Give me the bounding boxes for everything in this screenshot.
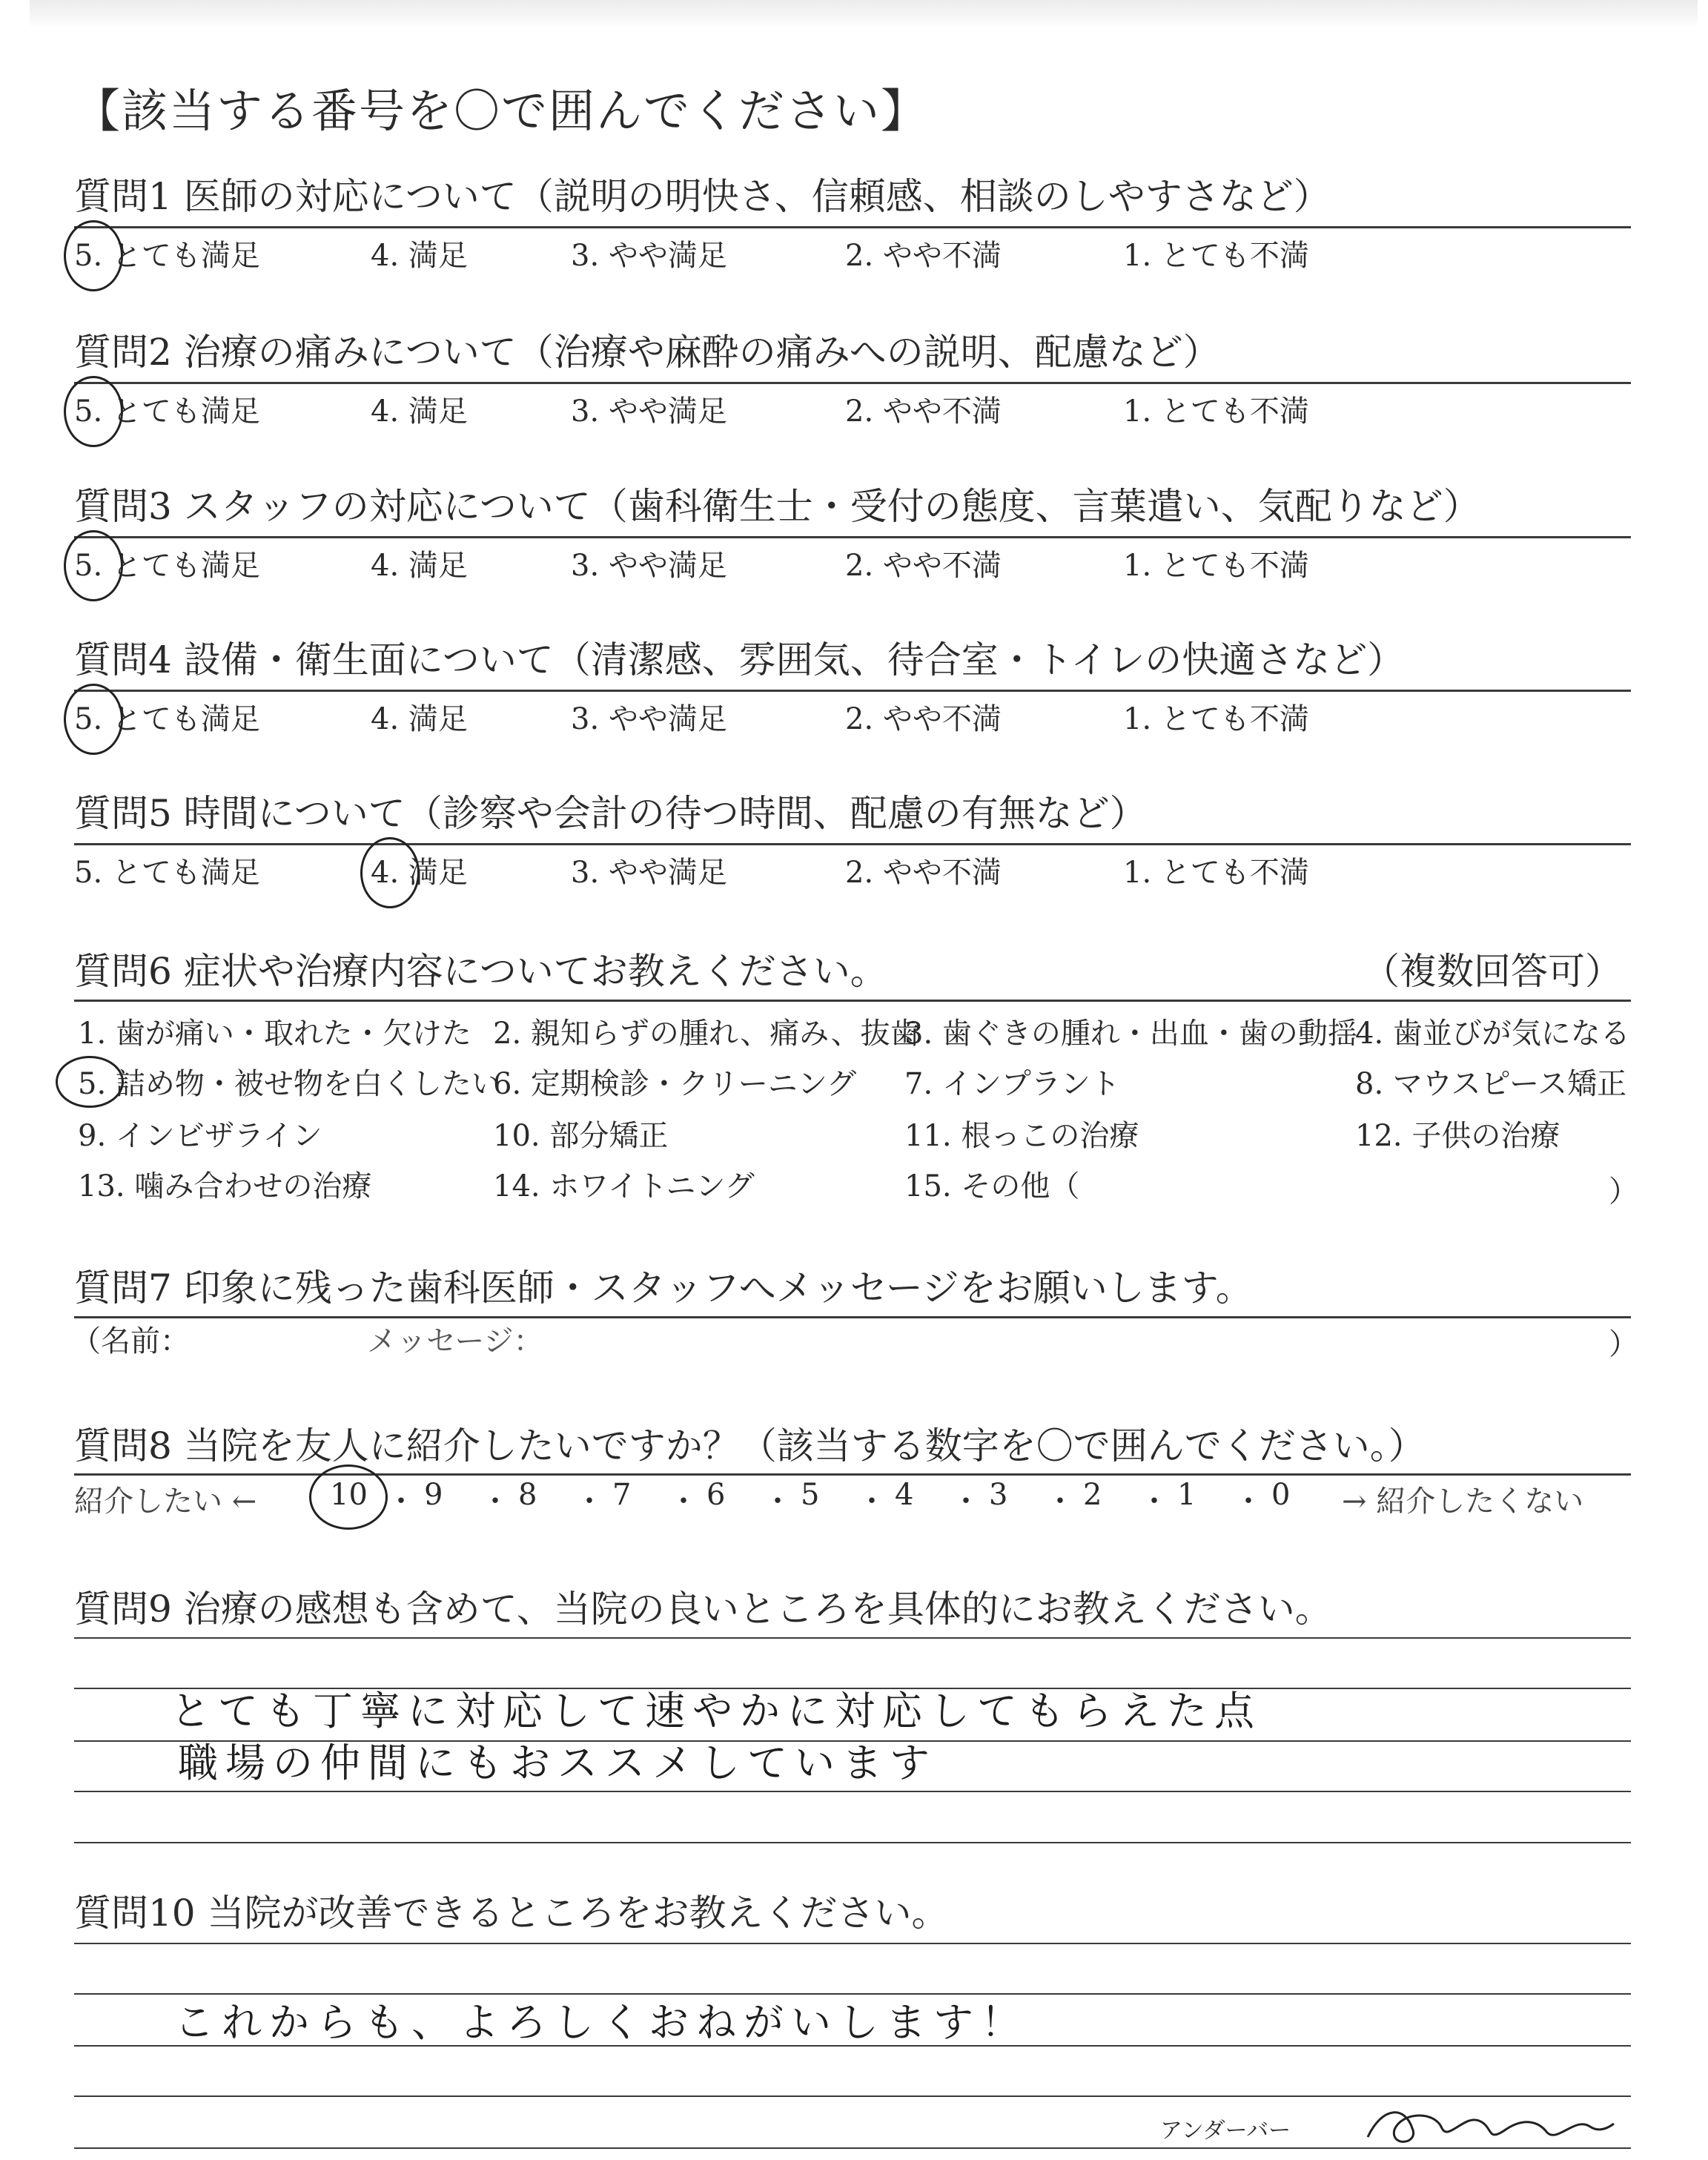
q6-option[interactable]: 2. 親知らずの腫れ、痛み、抜歯	[493, 1017, 920, 1051]
q8-number[interactable]: 0	[1271, 1478, 1291, 1512]
q6-option[interactable]: 1. 歯が痛い・取れた・欠けた	[78, 1017, 471, 1051]
q8-label: 質問8 当院を友人に紹介したいですか？（該当する数字を〇で囲んでください。）	[74, 1424, 1426, 1467]
q5-selection-circle	[360, 837, 420, 908]
q8-number[interactable]: 4	[895, 1478, 914, 1512]
q3-option[interactable]: 4. 満足	[371, 549, 468, 583]
q6-option[interactable]: 14. ホワイトニング	[493, 1169, 755, 1203]
q8-left-label: 紹介したい ←	[74, 1484, 257, 1519]
q10-label: 質問10 当院が改善できるところをお教えください。	[74, 1892, 949, 1935]
q2-option[interactable]: 2. やや不満	[845, 394, 1002, 429]
q8-separator: ・	[1045, 1484, 1075, 1519]
q6-other-close: ）	[1609, 1175, 1638, 1209]
q10-rule-1	[74, 1943, 1631, 1944]
q6-option[interactable]: 7. インプラント	[904, 1067, 1120, 1101]
q8-right-label: → 紹介したくない	[1342, 1484, 1584, 1519]
q6-option[interactable]: 9. インビザライン	[78, 1119, 322, 1153]
q7-name-label: （名前：	[71, 1324, 190, 1358]
q8-separator: ・	[951, 1484, 981, 1519]
q6-option[interactable]: 6. 定期検診・クリーニング	[493, 1067, 857, 1101]
q8-separator: ・	[1234, 1484, 1263, 1519]
q3-option[interactable]: 1. とても不満	[1123, 549, 1309, 583]
q8-number[interactable]: 9	[424, 1478, 443, 1512]
q2-option[interactable]: 4. 満足	[371, 394, 468, 429]
q8-rule	[74, 1473, 1631, 1476]
q5-option[interactable]: 3. やや満足	[571, 856, 727, 890]
q8-separator: ・	[386, 1484, 416, 1519]
q8-separator: ・	[1139, 1484, 1169, 1519]
q1-option[interactable]: 1. とても不満	[1123, 239, 1309, 273]
q1-rule	[74, 226, 1631, 228]
q7-label: 質問7 印象に残った歯科医師・スタッフへメッセージをお願いします。	[74, 1266, 1253, 1309]
q3-option[interactable]: 2. やや不満	[845, 549, 1002, 583]
q6-label: 質問6 症状や治療内容についてお教えください。	[74, 950, 887, 993]
q3-selection-circle	[64, 530, 123, 601]
signature-text: アンダーバー	[1160, 2118, 1291, 2144]
q6-option[interactable]: 12. 子供の治療	[1355, 1119, 1560, 1153]
q7-rule	[74, 1316, 1631, 1318]
q8-separator: ・	[575, 1484, 604, 1519]
q8-separator: ・	[669, 1484, 698, 1519]
q1-option[interactable]: 4. 満足	[371, 239, 468, 273]
q10-answer-line-1: これからも、よろしくおねがいします！	[174, 1999, 1028, 2046]
q8-number[interactable]: 6	[706, 1478, 726, 1512]
q9-rule-1	[74, 1637, 1631, 1639]
q2-option[interactable]: 1. とても不満	[1123, 394, 1309, 429]
q6-option[interactable]: 11. 根っこの治療	[904, 1119, 1139, 1153]
q6-selection-circle	[56, 1056, 124, 1108]
q2-option[interactable]: 5. とても満足	[74, 394, 260, 429]
q6-rule	[74, 1000, 1631, 1002]
q5-label: 質問5 時間について（診察や会計の待つ時間、配慮の有無など）	[74, 792, 1147, 835]
q10-rule-4	[74, 2095, 1631, 2097]
q3-rule	[74, 536, 1631, 538]
q1-selection-circle	[64, 220, 123, 291]
q6-option[interactable]: 4. 歯並びが気になる	[1355, 1017, 1630, 1051]
q1-option[interactable]: 2. やや不満	[845, 239, 1002, 273]
q9-label: 質問9 治療の感想も含めて、当院の良いところを具体的にお教えください。	[74, 1588, 1332, 1631]
q6-option[interactable]: 13. 噛み合わせの治療	[78, 1169, 372, 1203]
q2-rule	[74, 382, 1631, 384]
q4-option[interactable]: 2. やや不満	[845, 702, 1002, 736]
q2-selection-circle	[64, 376, 123, 447]
q8-separator: ・	[763, 1484, 792, 1519]
q1-option[interactable]: 3. やや満足	[571, 239, 727, 273]
q6-option[interactable]: 15. その他（	[904, 1169, 1080, 1203]
q3-option[interactable]: 5. とても満足	[74, 549, 260, 583]
q8-number[interactable]: 7	[612, 1478, 632, 1512]
q6-option[interactable]: 10. 部分矯正	[493, 1119, 669, 1153]
scan-top-edge	[30, 0, 1698, 28]
q9-answer-line-1: とても丁寧に対応して速やかに対応してもらえた点	[171, 1688, 1262, 1734]
q5-option[interactable]: 4. 満足	[371, 856, 468, 890]
q6-note: （複数回答可）	[1363, 950, 1622, 993]
q8-separator: ・	[480, 1484, 510, 1519]
q1-label: 質問1 医師の対応について（説明の明快さ、信頼感、相談のしやすさなど）	[74, 175, 1331, 218]
q5-option[interactable]: 2. やや不満	[845, 856, 1002, 890]
q3-option[interactable]: 3. やや満足	[571, 549, 727, 583]
q1-option[interactable]: 5. とても満足	[74, 239, 260, 273]
q4-rule	[74, 690, 1631, 692]
q8-number[interactable]: 5	[801, 1478, 820, 1512]
q8-separator: ・	[857, 1484, 887, 1519]
q2-option[interactable]: 3. やや満足	[571, 394, 727, 429]
q8-number[interactable]: 10	[330, 1478, 368, 1512]
q8-number[interactable]: 3	[989, 1478, 1008, 1512]
q4-option[interactable]: 5. とても満足	[74, 702, 260, 736]
q3-label: 質問3 スタッフの対応について（歯科衛生士・受付の態度、言葉遣い、気配りなど）	[74, 485, 1480, 528]
q7-message-label: メッセージ：	[367, 1324, 543, 1358]
q6-option[interactable]: 3. 歯ぐきの腫れ・出血・歯の動揺	[904, 1017, 1357, 1051]
page-title: 【該当する番号を〇で囲んでください】	[74, 84, 929, 138]
q4-option[interactable]: 4. 満足	[371, 702, 468, 736]
q6-option[interactable]: 8. マウスピース矯正	[1355, 1067, 1627, 1101]
q8-number[interactable]: 2	[1083, 1478, 1102, 1512]
q5-rule	[74, 843, 1631, 845]
q7-close: ）	[1609, 1327, 1638, 1361]
q9-rule-4	[74, 1791, 1631, 1792]
q8-number[interactable]: 1	[1177, 1478, 1196, 1512]
q5-option[interactable]: 1. とても不満	[1123, 856, 1309, 890]
q6-option[interactable]: 5. 詰め物・被せ物を白くしたい	[78, 1067, 501, 1101]
q8-selection-circle	[309, 1464, 388, 1530]
q5-option[interactable]: 5. とても満足	[74, 856, 260, 890]
q4-selection-circle	[64, 684, 123, 755]
q2-label: 質問2 治療の痛みについて（治療や麻酔の痛みへの説明、配慮など）	[74, 331, 1220, 374]
q4-option[interactable]: 3. やや満足	[571, 702, 727, 736]
q9-answer-line-2: 職場の仲間にもおススメしています	[178, 1740, 937, 1786]
q4-option[interactable]: 1. とても不満	[1123, 702, 1309, 736]
signature-scribble	[1360, 2098, 1620, 2150]
q9-rule-5	[74, 1842, 1631, 1843]
q8-number[interactable]: 8	[518, 1478, 537, 1512]
q4-label: 質問4 設備・衛生面について（清潔感、雰囲気、待合室・トイレの快適さなど）	[74, 638, 1405, 681]
